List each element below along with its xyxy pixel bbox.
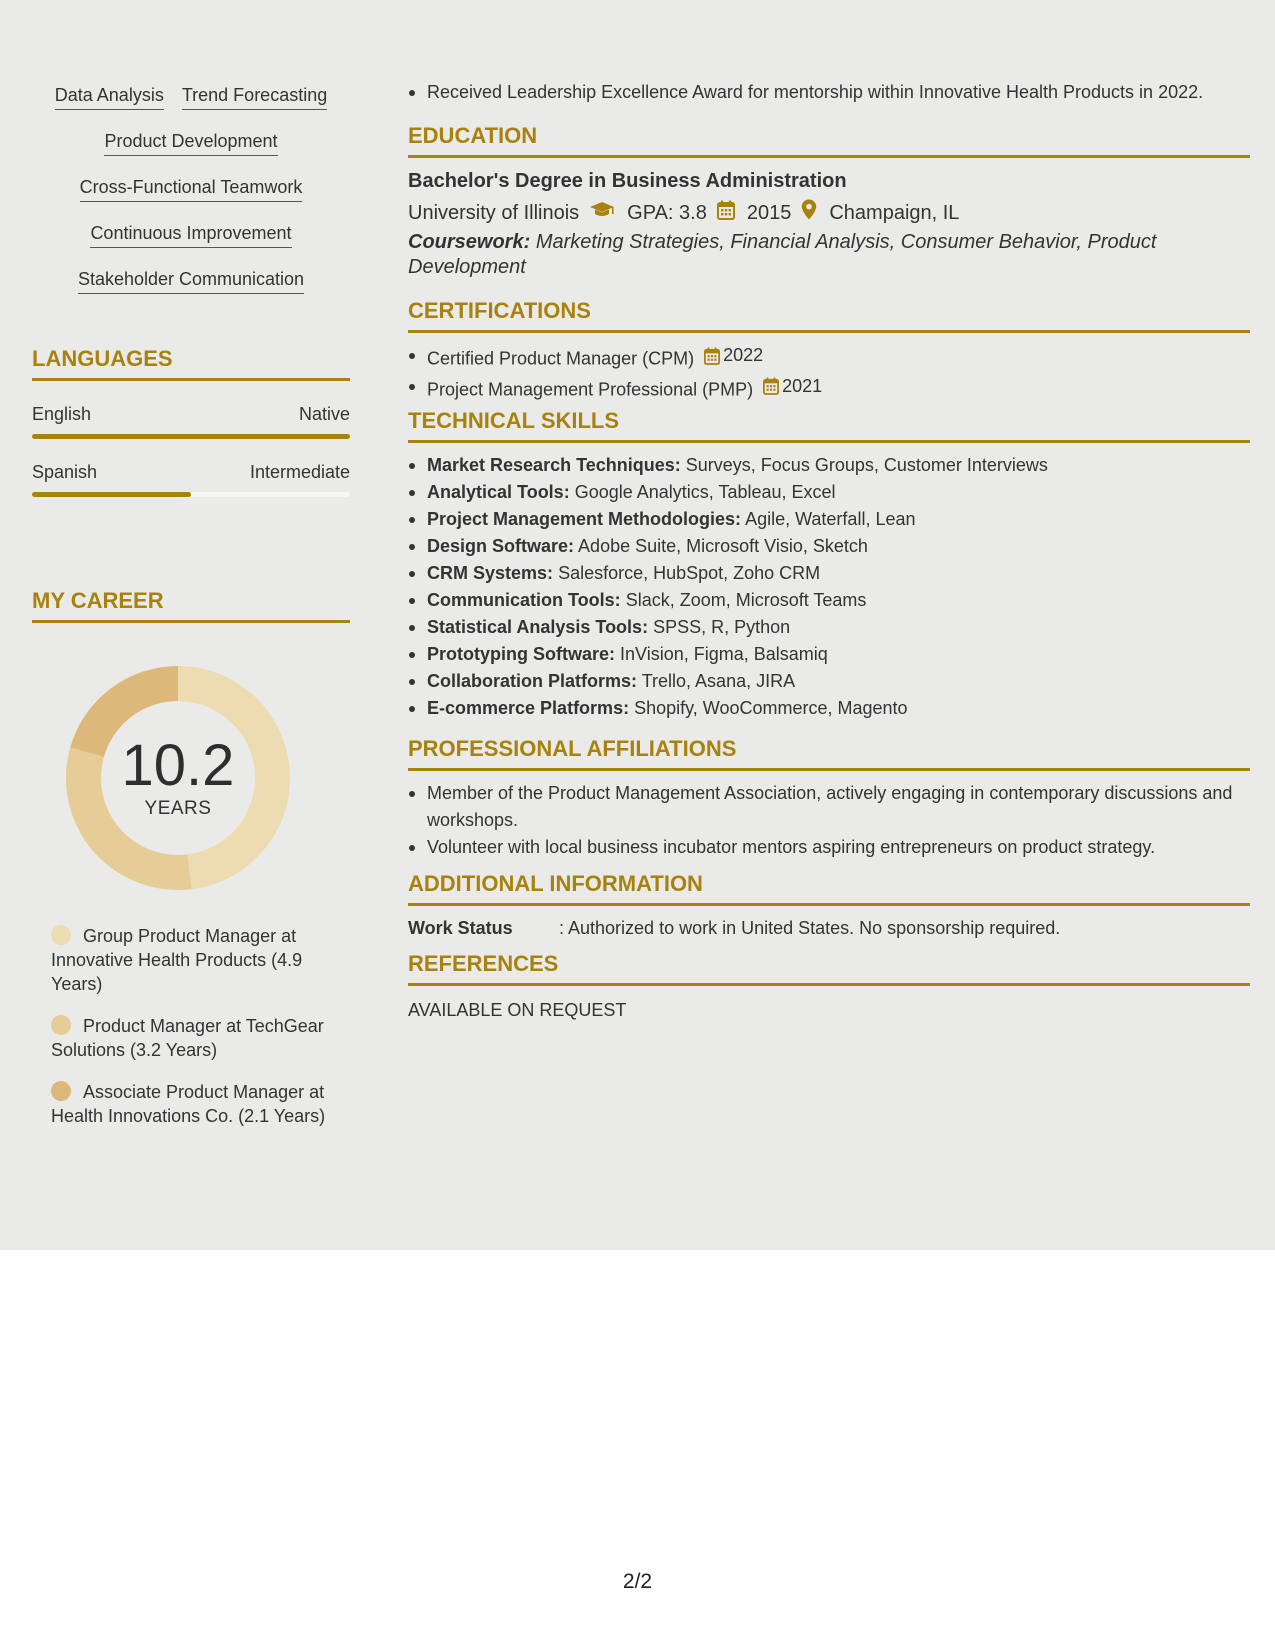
page-number: 2/2 <box>622 1570 653 1593</box>
skill-tag: Cross-Functional Teamwork <box>80 176 303 202</box>
technical-skill-item <box>408 560 1250 587</box>
additional-information-section <box>408 871 1250 940</box>
skill-values: Trello, Asana, JIRA <box>641 671 796 691</box>
skill-tags <box>32 84 350 314</box>
affiliation-list <box>408 780 1250 861</box>
coursework-list: Marketing Strategies, Financial Analysis, Consumer Behavior, Product Development <box>408 231 1157 278</box>
legend-color-dot <box>51 925 71 945</box>
donut-center <box>65 665 291 891</box>
award-item: Received Leadership Excellence Award for mentorship within Innovative Health Products in 2022. <box>408 79 1250 106</box>
skill-category: Design Software: <box>427 536 575 556</box>
skill-category: Market Research Techniques: <box>427 455 681 475</box>
calendar-icon <box>763 377 779 395</box>
technical-skill-item <box>408 695 1250 722</box>
language-level: Intermediate <box>249 462 350 482</box>
education-meta <box>408 199 1250 227</box>
section-title: MY CAREER <box>32 588 350 623</box>
skill-tag-row <box>32 176 350 202</box>
references-text: AVAILABLE ON REQUEST <box>408 1000 627 1020</box>
section-title: CERTIFICATIONS <box>408 298 1250 333</box>
skill-values: InVision, Figma, Balsamiq <box>620 644 828 664</box>
technical-skill-item <box>408 533 1250 560</box>
education-section <box>408 123 1250 280</box>
work-status-value: : Authorized to work in United States. No sponsorship required. <box>559 918 1061 938</box>
work-status-row <box>408 916 1250 940</box>
skill-category: E-commerce Platforms: <box>427 698 630 718</box>
calendar-icon <box>717 200 735 227</box>
skill-tag: Data Analysis <box>55 84 164 110</box>
language-name: English <box>32 404 92 424</box>
career-section <box>32 588 350 1126</box>
language-proficiency-fill <box>32 492 191 497</box>
certification-year-text: 2022 <box>723 345 764 365</box>
section-title: PROFESSIONAL AFFILIATIONS <box>408 736 1250 771</box>
language-row <box>32 403 350 425</box>
school-name: University of Illinois <box>408 202 580 224</box>
certification-name: Project Management Professional (PMP) <box>427 379 754 399</box>
certification-list <box>408 342 1250 403</box>
skill-tag-row <box>32 268 350 294</box>
section-title: ADDITIONAL INFORMATION <box>408 871 1250 906</box>
skill-category: Project Management Methodologies: <box>427 509 742 529</box>
language-proficiency-fill <box>32 434 350 439</box>
section-title: EDUCATION <box>408 123 1250 158</box>
skill-values: Shopify, WooCommerce, Magento <box>634 698 908 718</box>
degree-title: Bachelor's Degree in Business Administration <box>408 170 847 192</box>
certifications-section <box>408 298 1250 403</box>
languages-section <box>32 346 350 497</box>
skill-tag: Stakeholder Communication <box>78 268 304 294</box>
skill-tag: Continuous Improvement <box>90 222 291 248</box>
language-row <box>32 461 350 483</box>
skill-category: Analytical Tools: <box>427 482 570 502</box>
section-title: LANGUAGES <box>32 346 350 381</box>
certification-item <box>408 342 1250 373</box>
school-location: Champaign, IL <box>829 202 960 224</box>
legend-color-dot <box>51 1015 71 1035</box>
career-role-label: Product Manager at TechGear Solutions (3.2 Years) <box>51 1016 324 1060</box>
total-years-unit: YEARS <box>144 798 212 819</box>
career-legend-item <box>51 924 331 996</box>
skill-values: Google Analytics, Tableau, Excel <box>574 482 836 502</box>
map-pin-icon <box>801 199 817 227</box>
technical-skill-item <box>408 641 1250 668</box>
legend-color-dot <box>51 1081 71 1101</box>
graduation-cap-icon <box>589 200 615 226</box>
section-title: REFERENCES <box>408 951 1250 986</box>
affiliation-item: Member of the Product Management Association, actively engaging in contemporary discussions and workshops. <box>408 780 1250 834</box>
technical-skill-item <box>408 479 1250 506</box>
technical-skill-item <box>408 668 1250 695</box>
skill-tag-row <box>32 84 350 110</box>
technical-skill-item <box>408 614 1250 641</box>
skill-values: Salesforce, HubSpot, Zoho CRM <box>558 563 821 583</box>
certification-year <box>704 342 763 369</box>
coursework-label: Coursework: <box>408 231 531 253</box>
work-status-label: Work Status <box>408 918 513 938</box>
calendar-icon <box>704 347 720 365</box>
technical-skill-item <box>408 506 1250 533</box>
language-level: Native <box>298 404 350 424</box>
total-years-value: 10.2 <box>121 733 235 798</box>
technical-skill-item <box>408 587 1250 614</box>
skill-tag: Product Development <box>104 130 277 156</box>
award-list <box>408 79 1250 106</box>
section-title: TECHNICAL SKILLS <box>408 408 1250 443</box>
certification-year-text: 2021 <box>782 375 823 396</box>
skill-values: Slack, Zoom, Microsoft Teams <box>625 590 867 610</box>
affiliation-item: Volunteer with local business incubator mentors aspiring entrepreneurs on product strategy. <box>408 834 1250 861</box>
career-role-label: Group Product Manager at Innovative Health Products (4.9 Years) <box>51 926 303 994</box>
skill-category: Statistical Analysis Tools: <box>427 617 649 637</box>
certification-name: Certified Product Manager (CPM) <box>427 348 695 369</box>
career-legend <box>51 924 331 1146</box>
career-donut-chart <box>65 665 291 891</box>
references-section <box>408 951 1250 1022</box>
career-legend-item <box>51 1014 331 1062</box>
language-proficiency-bar <box>32 434 350 439</box>
career-legend-item <box>51 1080 331 1128</box>
technical-skill-item <box>408 452 1250 479</box>
gpa: GPA: 3.8 <box>627 202 707 224</box>
technical-skills-section <box>408 408 1250 722</box>
skill-values: Surveys, Focus Groups, Customer Interviews <box>685 455 1048 475</box>
skill-category: Collaboration Platforms: <box>427 671 638 691</box>
graduation-year: 2015 <box>746 202 792 224</box>
career-role-label: Associate Product Manager at Health Innovations Co. (2.1 Years) <box>51 1082 326 1126</box>
coursework <box>408 230 1250 280</box>
skill-values: SPSS, R, Python <box>653 617 791 637</box>
certification-year <box>763 373 822 400</box>
language-proficiency-bar <box>32 492 350 497</box>
certification-item <box>408 373 1250 404</box>
skill-tag-row <box>32 222 350 248</box>
language-name: Spanish <box>32 462 98 482</box>
skill-tag-row <box>32 130 350 156</box>
technical-skill-list <box>408 452 1250 722</box>
skill-values: Adobe Suite, Microsoft Visio, Sketch <box>578 536 868 556</box>
skill-tag: Trend Forecasting <box>182 84 327 110</box>
language-list <box>32 403 350 497</box>
skill-category: Prototyping Software: <box>427 644 615 664</box>
affiliations-section <box>408 736 1250 861</box>
skill-category: CRM Systems: <box>427 563 554 583</box>
skill-category: Communication Tools: <box>427 590 621 610</box>
skill-values: Agile, Waterfall, Lean <box>745 509 916 529</box>
